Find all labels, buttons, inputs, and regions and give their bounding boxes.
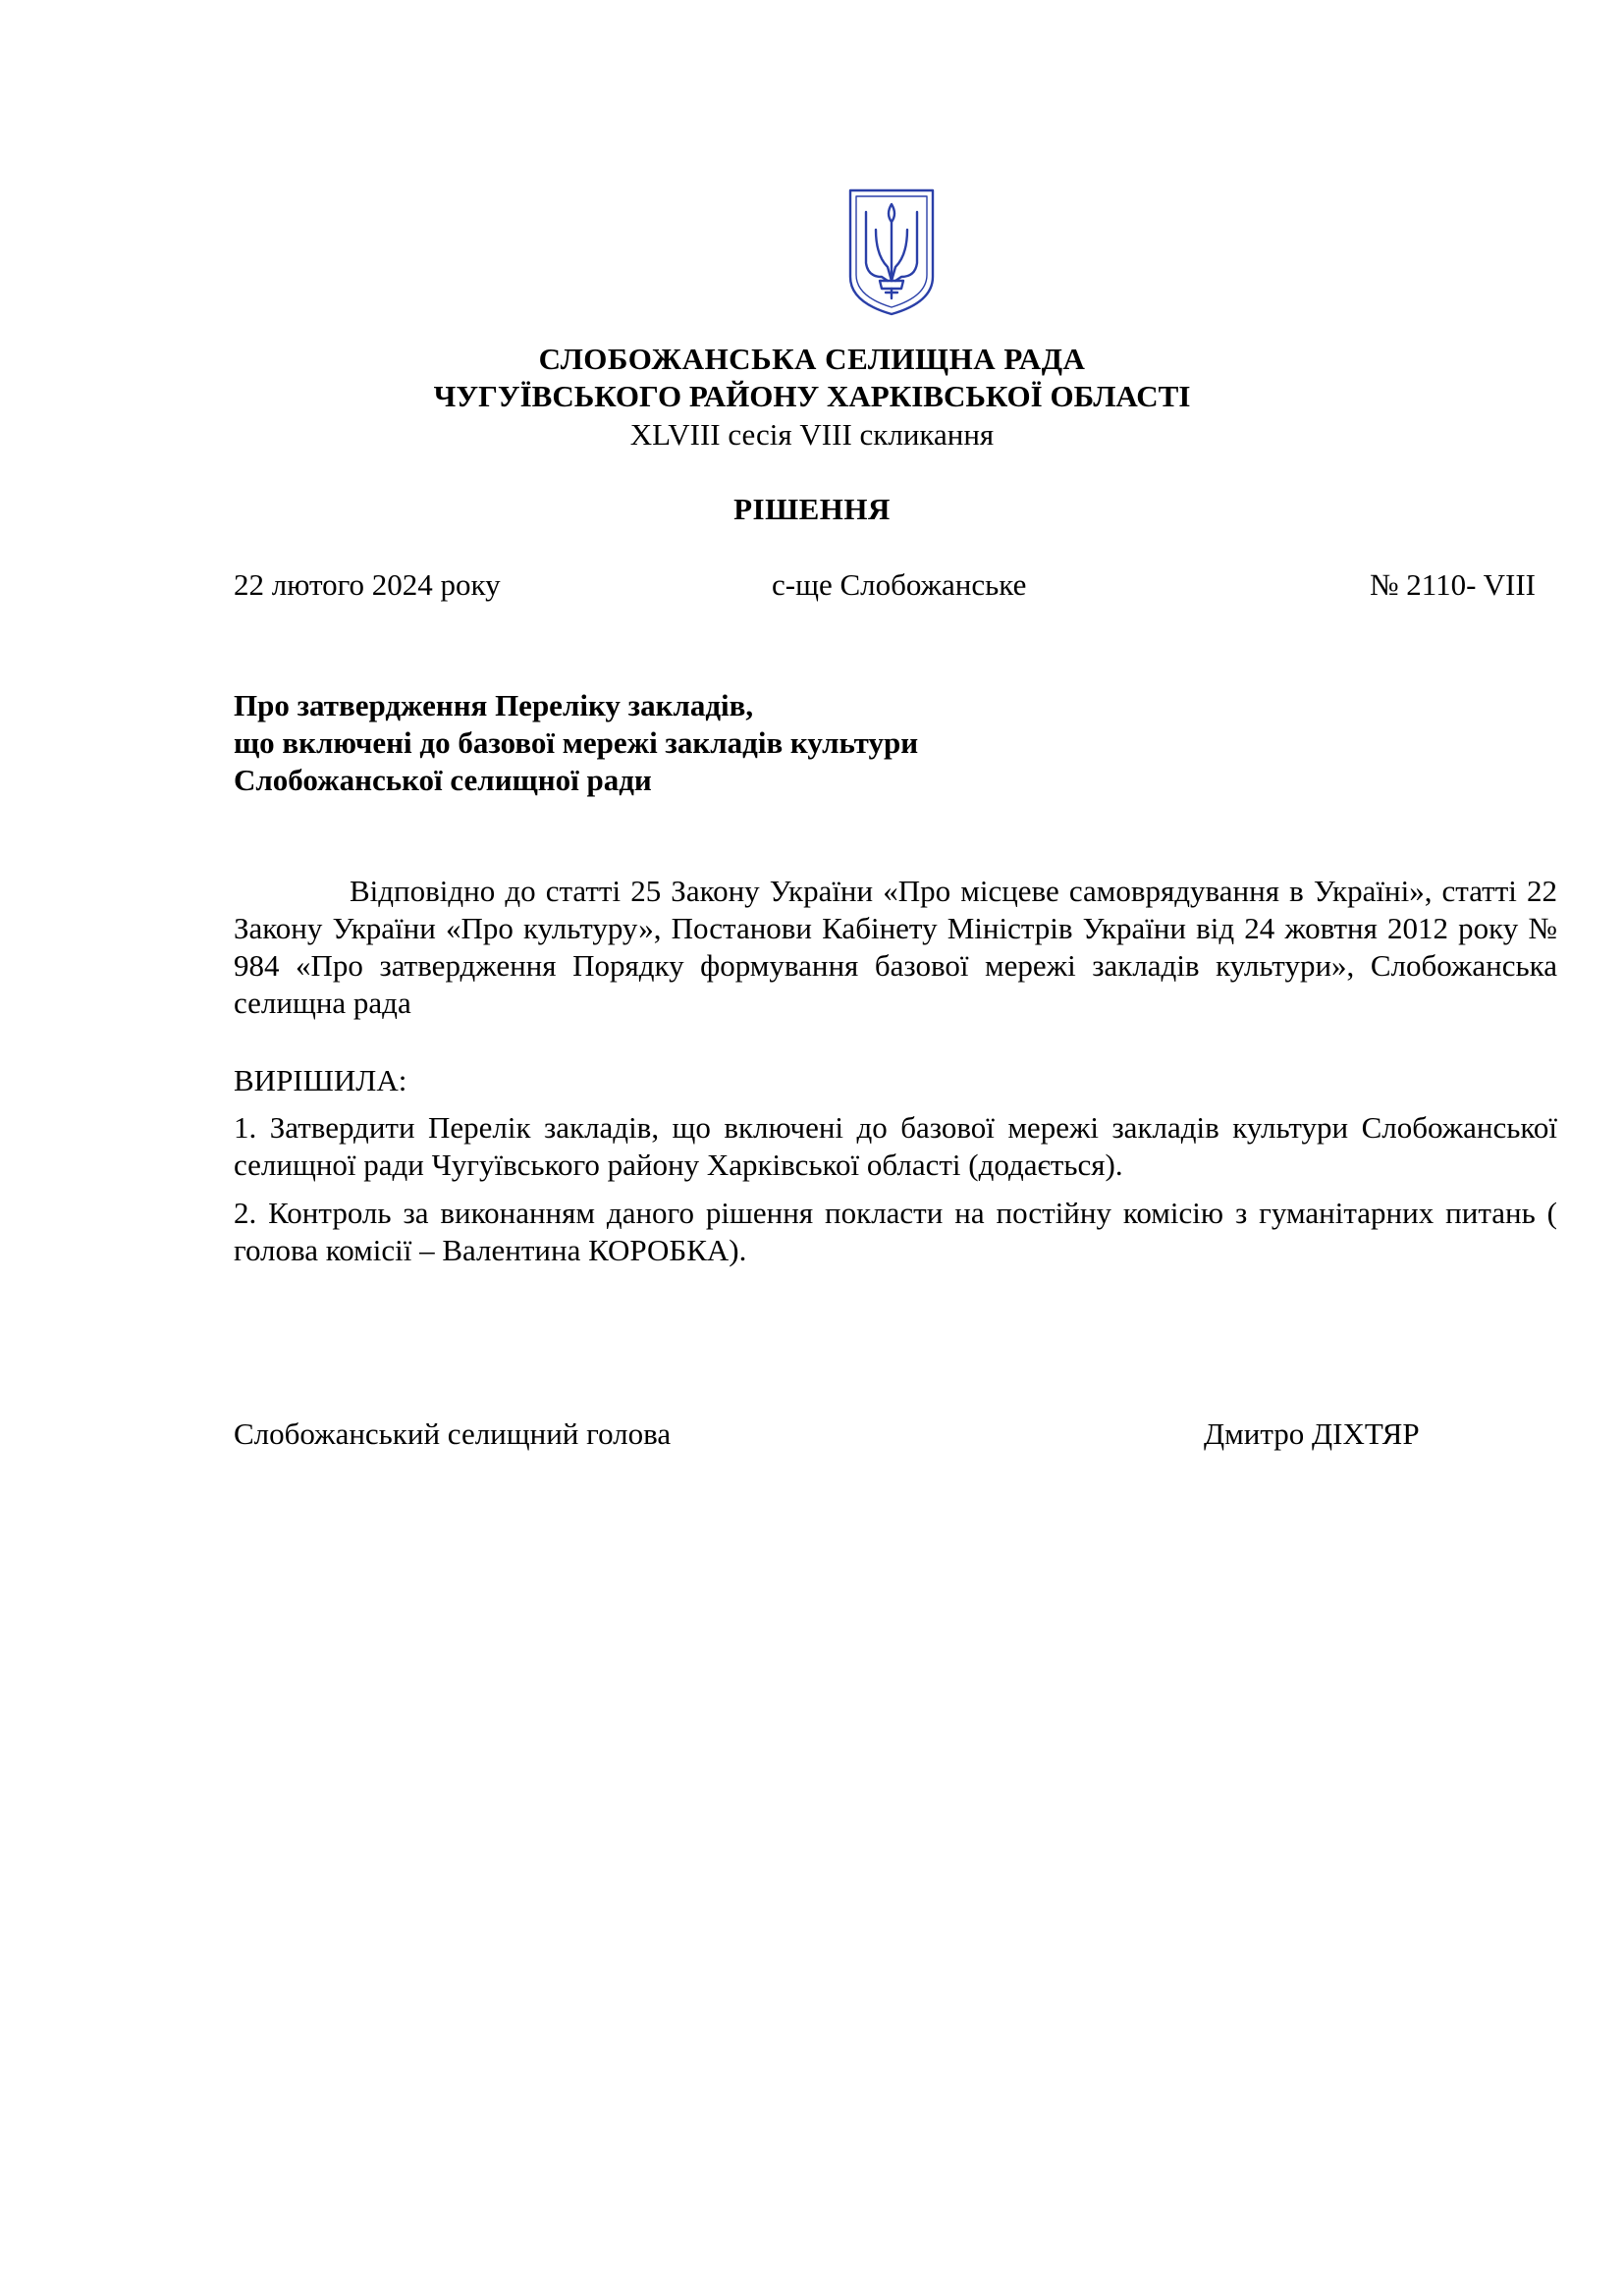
- signature-block: [234, 1415, 1536, 1454]
- resolved-heading: ВИРІШИЛА:: [234, 1063, 407, 1097]
- preamble-paragraph: Відповідно до статті 25 Закону України «Про місцеве самоврядування в Україні», статті 22 Закону України «Про культуру», Постанови Кабінету Міністрів України від 24 жовтня 2012 року № 984 «Про затвердження Порядку формування базової мережі закладів культури», Слобожанська селищна рада: [234, 874, 1557, 1020]
- subject-line: Про затвердження Переліку закладів,: [234, 688, 754, 722]
- council-name: СЛОБОЖАНСЬКА СЕЛИЩНА РАДА: [538, 342, 1086, 376]
- document-type: РІШЕННЯ: [733, 492, 891, 526]
- decision-place: с-ще Слобожанське: [772, 567, 1027, 602]
- signatory-title: Слобожанський селищний голова: [234, 1416, 672, 1451]
- resolution-item-2: 2. Контроль за виконанням даного рішення покласти на постійну комісію з гуманітарних питань ( голова комісії – Валентина КОРОБКА).: [234, 1196, 1557, 1267]
- resolution-item-1: 1. Затвердити Перелік закладів, що включені до базової мережі закладів культури Слобожанської селищної ради Чугуївського району Харківської області (додається).: [234, 1110, 1557, 1182]
- ukraine-coat-of-arms-icon: [846, 187, 937, 318]
- district-name: ЧУГУЇВСЬКОГО РАЙОНУ ХАРКІВСЬКОЇ ОБЛАСТІ: [433, 379, 1191, 413]
- subject-line: Слобожанської селищної ради: [234, 763, 652, 797]
- subject-line: що включені до базової мережі закладів культури: [234, 725, 919, 760]
- decision-number: № 2110- VIII: [1369, 567, 1536, 602]
- decision-meta: [234, 565, 1536, 605]
- signatory-name: Дмитро ДІХТЯР: [1204, 1416, 1420, 1451]
- session-line: XLVIII сесія VIII скликання: [629, 417, 995, 452]
- decision-subject: [234, 687, 1117, 799]
- decision-date: 22 лютого 2024 року: [234, 567, 501, 602]
